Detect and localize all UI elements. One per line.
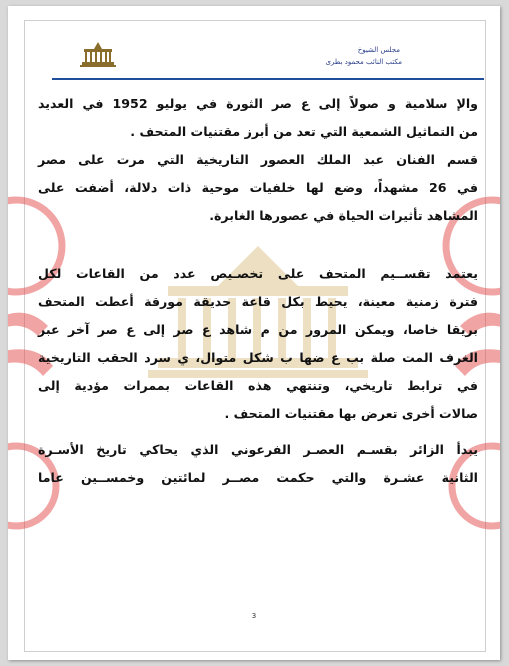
spacer <box>38 230 478 260</box>
text-line: من التماثيل الشمعية التي تعد من أبرز مقتنيات المتحف . <box>130 124 478 139</box>
text-line: المشاهد تأثيرات الحياة في عصورها الغابرة. <box>209 208 478 223</box>
spacer <box>38 428 478 436</box>
text-line: في ترابط تاريخي، وتنتهي هذه القاعات بممرات مؤدية إلى <box>38 378 478 393</box>
text-line: والإ سلامية و صولاً إلى ع صر الثورة في يوليو 1952 في العديد <box>38 96 478 111</box>
text-line: بريقا خاصا، ويمكن المرور من م شاهد ع صر إلى ع صر آخر عبر <box>38 322 478 337</box>
text-line: فترة زمنية معينة، يحيط بكل قاعة حديقة مورقة أعطت المتحف <box>38 294 478 309</box>
article-body <box>38 90 478 492</box>
document-page <box>8 6 500 660</box>
text-line: قسم الفنان عبد الملك العصور التاريخية التي مرت على مصر <box>38 152 478 167</box>
header-title: مجلس الشيوخ <box>357 46 400 54</box>
parliament-logo-icon <box>76 40 120 70</box>
text-line: يبدأ الزائر بقسـم العصـر الفرعوني الذي يحاكي تاريخ الأسـرة <box>38 442 478 457</box>
text-line: الثانية عشـرة والتي حكمت مصــر لمائتين وخمســين عاما <box>38 470 478 485</box>
text-line: صالات أخرى تعرض بها مقتنيات المتحف . <box>224 406 478 421</box>
paragraph-1 <box>38 90 478 146</box>
paragraph-2 <box>38 146 478 230</box>
page-number: 3 <box>251 612 257 620</box>
paragraph-4 <box>38 436 478 492</box>
text-line: في 26 مشهداً، وضع لها خلفيات موحية ذات دلالة، أضفت على <box>38 180 479 195</box>
paragraph-3 <box>38 260 478 428</box>
header-divider <box>52 78 484 80</box>
page-header <box>26 34 482 76</box>
text-line: الغرف المت صلة بب ع ضها ب شكل متوال، ي سرد الحقب التاريخية <box>38 350 478 365</box>
text-line: يعتمد تقســيم المتحف على تخصـيص عدد من القاعات لكل <box>38 266 478 281</box>
header-subtitle: مكتب النائب محمود بطرى <box>325 58 402 66</box>
